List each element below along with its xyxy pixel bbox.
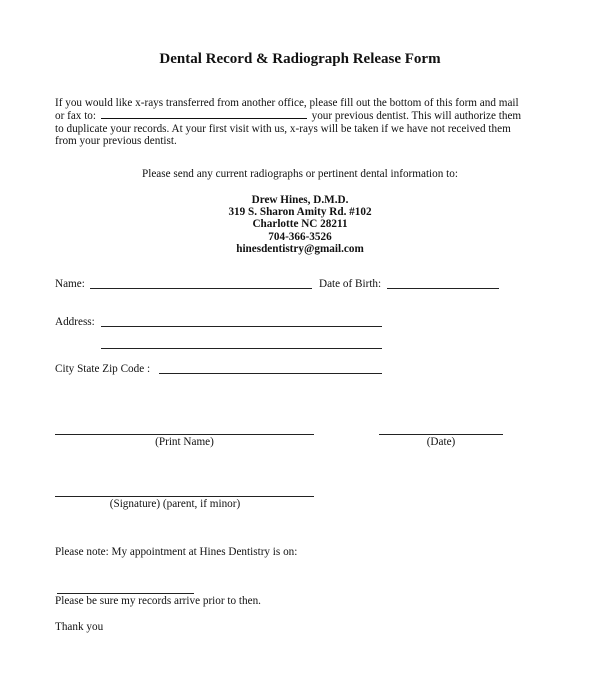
name-label: Name: — [55, 278, 85, 290]
intro-line-2-prefix: or fax to: — [55, 110, 97, 123]
appointment-note: Please note: My appointment at Hines Dentistry is on: — [55, 546, 298, 558]
city-state-zip-field[interactable] — [159, 373, 382, 374]
recipient-address-block — [0, 194, 600, 255]
intro-line-3: to duplicate your records. At your first visit with us, x-rays will be taken if we have not received them — [55, 122, 511, 135]
intro-paragraph — [55, 97, 565, 148]
recipient-email: hinesdentistry@gmail.com — [236, 242, 364, 255]
dob-field[interactable] — [387, 288, 499, 289]
dob-label: Date of Birth: — [319, 278, 382, 290]
signature-caption: (Signature) (parent, if minor) — [109, 498, 241, 510]
form-title: Dental Record & Radiograph Release Form — [159, 51, 441, 67]
recipient-city-state-zip: Charlotte NC 28211 — [252, 218, 348, 231]
recipient-street: 319 S. Sharon Amity Rd. #102 — [228, 206, 372, 219]
intro-line-4: from your previous dentist. — [55, 135, 177, 148]
intro-line-1: If you would like x-rays transferred from another office, please fill out the bottom of this form and mail — [55, 97, 519, 109]
recipient-phone: 704-366-3526 — [268, 230, 332, 243]
recipient-name: Drew Hines, D.M.D. — [251, 194, 349, 206]
intro-line-2 — [55, 109, 565, 122]
send-to-text: Please send any current radiographs or pertinent dental information to: — [142, 168, 458, 180]
date-caption: (Date) — [426, 436, 456, 448]
print-name-caption: (Print Name) — [155, 436, 214, 448]
name-field[interactable] — [90, 288, 312, 289]
records-reminder: Please be sure my records arrive prior to then. — [55, 595, 261, 607]
print-name-field[interactable] — [55, 434, 314, 435]
address-line-2-field[interactable] — [101, 348, 382, 349]
date-field[interactable] — [379, 434, 503, 435]
previous-dentist-blank[interactable] — [101, 109, 307, 119]
address-label: Address: — [55, 316, 95, 328]
intro-line-2-suffix: your previous dentist. This will authorize them — [311, 110, 522, 123]
closing-thank-you: Thank you — [55, 621, 104, 633]
signature-field[interactable] — [55, 496, 314, 497]
address-line-1-field[interactable] — [101, 326, 382, 327]
city-state-zip-label: City State Zip Code : — [55, 363, 151, 375]
appointment-date-field[interactable] — [57, 593, 194, 594]
